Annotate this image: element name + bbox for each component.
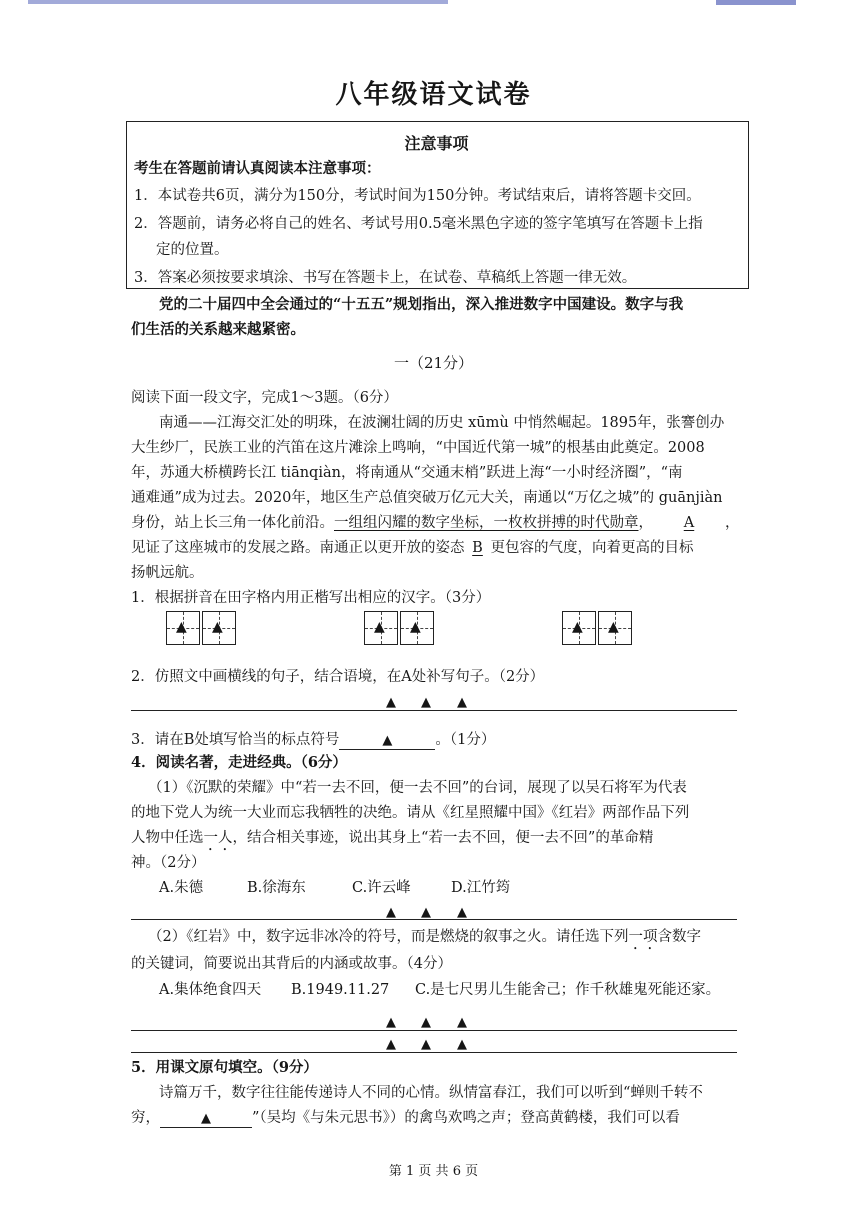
reading-instruction: 阅读下面一段文字，完成1～3题。（6分）: [131, 390, 398, 406]
passage-line-5: [131, 513, 740, 533]
notice-heading: 注意事项: [404, 134, 469, 153]
q5-text: 穷，: [131, 1110, 160, 1126]
answer-marker: ▲: [421, 1015, 431, 1030]
question-3-score: 。（1分）: [435, 732, 496, 748]
notice-item-1: 1．本试卷共6页，满分为150分，考试时间为150分钟。考试结束后，请将答题卡交回。: [134, 188, 701, 204]
tianzige-box: [400, 611, 434, 645]
q5-text: ”（吴均《与朱元思书》）的禽鸟欢鸣之声；登高黄鹤楼，我们可以看: [252, 1110, 680, 1126]
question-3: [131, 730, 495, 750]
notice-item-2: 2．答题前，请务必将自己的姓名、考试号用0.5毫米黑色字迹的签字笔填写在答题卡上指: [134, 216, 703, 232]
answer-marker: ▲: [457, 1037, 467, 1052]
passage-line-6: [131, 538, 694, 558]
q4-option: C.许云峰: [352, 880, 411, 896]
q4-option: A.集体绝食四天: [159, 982, 262, 998]
q4-text: （2）《红岩》中，数字远非冰冷的符号，而是燃烧的叙事之火。请任选下列: [148, 929, 629, 945]
answer-marker: ▲: [176, 619, 187, 635]
emphasized-text: 一项: [628, 929, 658, 945]
answer-marker: ▲: [339, 733, 435, 750]
answer-marker: ▲: [457, 905, 467, 920]
answer-marker: ▲: [386, 1037, 396, 1052]
passage-line-1: 南通——江海交汇处的明珠，在波澜壮阔的历史 xūmù 中悄然崛起。1895年，张謇创办: [159, 415, 725, 431]
answer-line: [131, 710, 737, 711]
q4-text: 人物中任选: [131, 830, 204, 846]
answer-line: [131, 1052, 737, 1053]
q4-option: C.是七尺男儿生能舍己；作千秋雄鬼死能还家。: [415, 982, 721, 998]
question-3-text: 3．请在B处填写恰当的标点符号: [131, 732, 340, 748]
answer-marker: ▲: [374, 619, 385, 635]
emphasized-text: 一人: [203, 830, 233, 846]
question-5-heading: 5．用课文原句填空。（9分）: [131, 1059, 318, 1076]
q4-part1-line-2: 的地下党人为统一大业而忘我牺牲的决绝。请从《红星照耀中国》《红岩》两部作品下列: [131, 805, 690, 821]
scan-edge-mark: [28, 0, 448, 4]
answer-marker: ▲: [457, 695, 467, 710]
q4-part1-line-1: （1）《沉默的荣耀》中“若一去不回，便一去不回”的台词，展现了以吴石将军为代表: [148, 780, 687, 796]
page-footer: 第 1 页 共 6 页: [388, 1164, 479, 1179]
notice-item-3: 3．答案必须按要求填涂、书写在答题卡上，在试卷、草稿纸上答题一律无效。: [134, 270, 637, 286]
notice-intro: 考生在答题前请认真阅读本注意事项：: [134, 160, 381, 177]
question-2: 2．仿照文中画横线的句子，结合语境，在A处补写句子。（2分）: [131, 669, 545, 685]
page-title: 八年级语文试卷: [335, 80, 532, 110]
answer-marker: ▲: [212, 619, 223, 635]
question-4-heading: 4．阅读名著，走进经典。（6分）: [131, 754, 347, 771]
answer-marker: ▲: [608, 619, 619, 635]
passage-text: 更包容的气度，向着更高的目标: [490, 540, 694, 556]
tianzige-box: [598, 611, 632, 645]
answer-line: [131, 919, 737, 920]
preface-line-1: 党的二十届四中全会通过的“十五五”规划指出，深入推进数字中国建设。数字与我: [159, 296, 684, 313]
tianzige-box: [202, 611, 236, 645]
answer-marker: ▲: [386, 905, 396, 920]
notice-item-2-cont: 定的位置。: [156, 242, 229, 258]
q5-line-1: 诗篇万千，数字往往能传递诗人不同的心情。纵情富春江，我们可以听到“蝉则千转不: [159, 1085, 703, 1101]
passage-line-7: 扬帆远航。: [131, 565, 204, 581]
tianzige-box: [166, 611, 200, 645]
passage-line-2: 大生纱厂，民族工业的汽笛在这片滩涂上鸣响，“中国近代第一城”的根基由此奠定。2008: [131, 440, 705, 456]
section-heading: 一（21分）: [393, 354, 474, 372]
q4-option: D.江竹筠: [451, 880, 511, 896]
q4-option: B.1949.11.27: [291, 982, 390, 998]
answer-marker: ▲: [410, 619, 421, 635]
q4-part2-line-2: 的关键词，简要说出其背后的内涵或故事。（4分）: [131, 956, 452, 972]
blank-a: A: [683, 515, 695, 531]
q4-option: A.朱德: [159, 880, 204, 896]
q4-part1-line-4: 神。（2分）: [131, 855, 206, 871]
answer-marker: ▲: [421, 695, 431, 710]
answer-line: [131, 1030, 737, 1031]
answer-marker: ▲: [386, 1015, 396, 1030]
answer-marker: ▲: [386, 695, 396, 710]
q5-line-2: [131, 1108, 680, 1128]
blank-b: B: [472, 540, 483, 556]
answer-marker: ▲: [160, 1111, 252, 1128]
q4-part2-line-1: [148, 927, 701, 953]
q4-text: 含数字: [657, 929, 701, 945]
answer-marker: ▲: [572, 619, 583, 635]
answer-marker: ▲: [421, 1037, 431, 1052]
q4-option: B.徐海东: [247, 880, 306, 896]
passage-text: ，: [725, 515, 740, 531]
question-1: 1．根据拼音在田字格内用正楷写出相应的汉字。（3分）: [131, 590, 491, 606]
passage-text: 见证了这座城市的发展之路。南通正以更开放的姿态: [131, 540, 465, 556]
tianzige-box: [562, 611, 596, 645]
passage-line-4: 通难通”成为过去。2020年，地区生产总值突破万亿元大关，南通以“万亿之城”的 guānjiàn: [131, 490, 723, 506]
passage-text: 身份，站上长三角一体化前沿。: [131, 515, 334, 531]
underlined-sentence: 一组组闪耀的数字坐标，一枚枚拼搏的时代勋章: [334, 515, 639, 531]
q4-text: ，结合相关事迹，说出其身上“若一去不回，便一去不回”的革命精: [232, 830, 654, 846]
passage-text: ，: [638, 515, 653, 531]
answer-marker: ▲: [457, 1015, 467, 1030]
scan-edge-mark: [716, 0, 796, 5]
answer-marker: ▲: [421, 905, 431, 920]
preface-line-2: 们生活的关系越来越紧密。: [131, 321, 305, 338]
q4-part1-line-3: [131, 828, 653, 854]
tianzige-box: [364, 611, 398, 645]
passage-line-3: 年，苏通大桥横跨长江 tiānqiàn，将南通从“交通末梢”跃进上海“一小时经济圈”，“南: [131, 465, 683, 481]
